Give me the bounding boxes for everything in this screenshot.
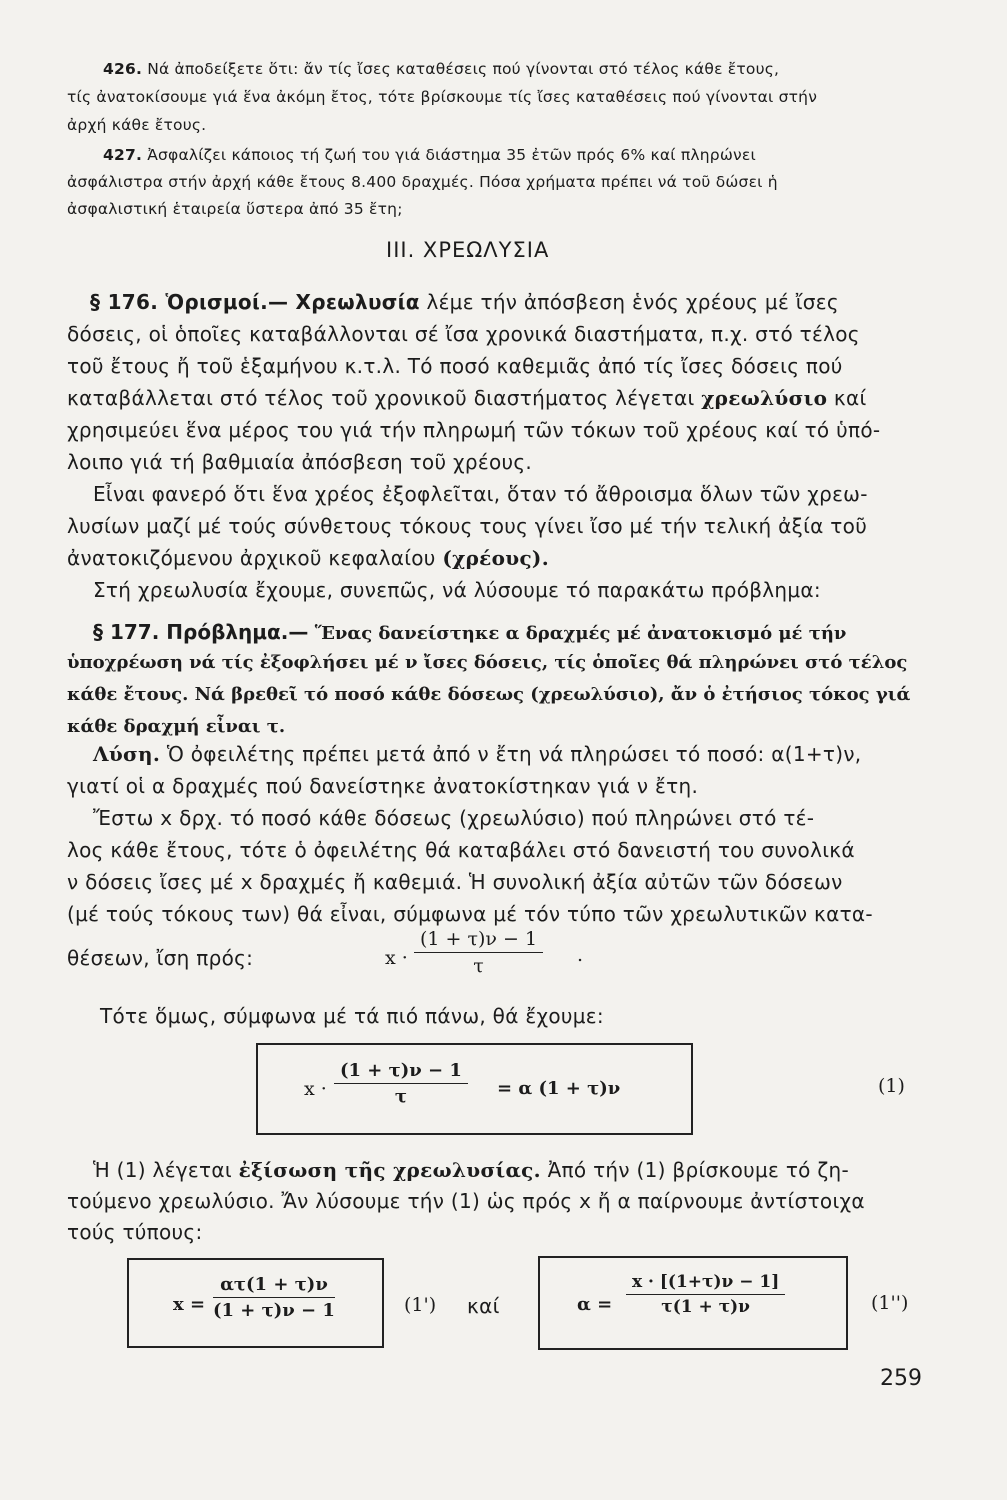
exercise-427-line-1: [103, 146, 756, 164]
s176-line-8: λυσίων μαζί μέ τούς σύνθετους τόκους τους γίνει ἴσο μέ τήν τελική ἀξία τοῦ: [67, 514, 868, 538]
s176-line-5: χρησιμεύει ἕνα μέρος του γιά τήν πληρωμή τῶν τόκων τοῦ χρέους καί τό ὑπό-: [67, 418, 881, 442]
inline-formula-numerator: (1 + τ)ν − 1: [414, 928, 543, 953]
exercise-426-line-1: [103, 60, 779, 78]
s176-line-1-text: λέμε τήν ἀπόσβεση ἑνός χρέους μέ ἴσες: [426, 290, 839, 314]
solution-line-11: τούς τύπους:: [67, 1220, 203, 1244]
inline-formula-prefix: x ·: [385, 947, 408, 969]
s177-line-1: [93, 620, 846, 644]
exercise-427-line-3: ἀσφαλιστική ἑταιρεία ὕστερα ἀπό 35 ἔτη;: [67, 200, 403, 218]
page-number: 259: [880, 1366, 922, 1391]
solution-line-1-text: Ὁ ὀφειλέτης πρέπει μετά ἀπό ν ἔτη νά πληρώσει τό ποσό: α(1+τ)ν,: [166, 742, 862, 766]
equation-1doubleprime-numerator: x · [(1+τ)ν − 1]: [626, 1272, 785, 1295]
solution-line-7: θέσεων, ἴση πρός:: [67, 946, 254, 970]
solution-line-9-a: Ἡ (1) λέγεται: [93, 1158, 232, 1182]
section-title: III. ΧΡΕΩΛΥΣΙΑ: [386, 238, 550, 262]
equation-1doubleprime-fraction: [626, 1272, 785, 1317]
solution-line-2: γιατί οἱ α δραχμές πού δανείστηκε ἀνατοκίστηκαν γιά ν ἔτη.: [67, 774, 699, 798]
s177-line-3: κάθε ἔτους. Νά βρεθεῖ τό ποσό κάθε δόσεως (χρεωλύσιο), ἄν ὁ ἐτήσιος τόκος γιά: [67, 684, 911, 705]
exercise-426-text-1: Νά ἀποδείξετε ὅτι: ἄν τίς ἴσες καταθέσεις πού γίνονται στό τέλος κάθε ἔτους,: [147, 60, 780, 78]
equation-1doubleprime-denominator: τ(1 + τ)ν: [661, 1297, 750, 1317]
s176-line-6: λοιπο γιά τή βαθμιαία ἀπόσβεση τοῦ χρέους.: [67, 450, 533, 474]
s176-line-3: τοῦ ἔτους ἤ τοῦ ἑξαμήνου κ.τ.λ. Τό ποσό καθεμιᾶς ἀπό τίς ἴσες δόσεις πού: [67, 354, 843, 378]
equation-1prime-denominator: (1 + τ)ν − 1: [213, 1300, 335, 1321]
exercise-426-line-2: τίς ἀνατοκίσουμε γιά ἕνα ἀκόμη ἔτος, τότε βρίσκουμε τίς ἴσες καταθέσεις πού γίνονται στήν: [67, 88, 818, 106]
s176-line-4-c: καί: [833, 386, 867, 410]
s177-line-1-text: Ἕνας δανείστηκε α δραχμές μέ ἀνατοκισμό μέ τήν: [314, 623, 847, 644]
s176-line-2: δόσεις, οἱ ὁποῖες καταβάλλονται σέ ἴσα χρονικά διαστήματα, π.χ. στό τέλος: [67, 322, 860, 346]
s177-heading: § 177. Πρόβλημα.—: [93, 620, 309, 644]
equation-1prime-fraction: [213, 1274, 335, 1321]
s176-line-7: Εἶναι φανερό ὅτι ἕνα χρέος ἐξοφλεῖται, ὅταν τό ἄθροισμα ὅλων τῶν χρεω-: [93, 482, 868, 506]
solution-line-3: Ἔστω x δρχ. τό ποσό κάθε δόσεως (χρεωλύσιο) πού πληρώνει στό τέ-: [93, 806, 815, 830]
s176-line-4-a: καταβάλλεται στό τέλος τοῦ χρονικοῦ διαστήματος λέγεται: [67, 386, 695, 410]
equation-1doubleprime-lhs: α =: [577, 1294, 613, 1315]
equation-1-prefix: x ·: [304, 1078, 327, 1100]
s176-line-4: [67, 386, 867, 410]
s176-line-10: Στή χρεωλυσία ἔχουμε, συνεπῶς, νά λύσουμε τό παρακάτω πρόβλημα:: [93, 578, 821, 602]
equation-1-rhs: = α (1 + τ)ν: [497, 1078, 621, 1099]
s176-line-1: [90, 290, 839, 314]
inline-formula-fraction: [414, 928, 543, 977]
s176-line-9-a: ἀνατοκιζόμενου ἀρχικοῦ κεφαλαίου: [67, 546, 436, 570]
solution-label: Λύση.: [93, 742, 161, 766]
equation-1doubleprime-label: (1''): [871, 1292, 909, 1314]
solution-line-8: Τότε ὅμως, σύμφωνα μέ τά πιό πάνω, θά ἔχουμε:: [100, 1004, 604, 1028]
equation-1-fraction: [334, 1060, 468, 1107]
and-word: καί: [467, 1294, 500, 1318]
equation-1prime-lhs: x =: [173, 1294, 206, 1315]
exercise-427-number: 427.: [103, 146, 143, 164]
s176-heading: § 176. Ὁρισμοί.— Χρεωλυσία: [90, 290, 420, 314]
inline-formula-dot: .: [577, 944, 584, 966]
s176-line-9: [67, 546, 549, 570]
term-equation-of-amortization: ἐξίσωση τῆς χρεωλυσίας.: [238, 1158, 541, 1182]
equation-1-label: (1): [878, 1075, 905, 1097]
s177-line-4: κάθε δραχμή εἶναι τ.: [67, 716, 286, 737]
equation-1prime-label: (1'): [404, 1294, 437, 1316]
solution-line-10: τούμενο χρεωλύσιο. Ἄν λύσουμε τήν (1) ὡς πρός x ἤ α παίρνουμε ἀντίστοιχα: [67, 1189, 865, 1213]
exercise-427-line-2: ἀσφάλιστρα στήν ἀρχή κάθε ἔτους 8.400 δραχμές. Πόσα χρήματα πρέπει νά τοῦ δώσει ἡ: [67, 173, 778, 191]
exercise-427-text-1: Ἀσφαλίζει κάποιος τή ζωή του γιά διάστημα 35 ἐτῶν πρός 6% καί πληρώνει: [147, 146, 756, 164]
s176-line-9-b: (χρέους).: [442, 546, 549, 570]
solution-line-4: λος κάθε ἔτους, τότε ὁ ὀφειλέτης θά καταβάλει στό δανειστή του συνολικά: [67, 838, 855, 862]
equation-1-denominator: τ: [394, 1086, 408, 1107]
solution-line-1: [93, 742, 861, 766]
solution-line-6: (μέ τούς τόκους των) θά εἶναι, σύμφωνα μέ τόν τύπο τῶν χρεωλυτικῶν κατα-: [67, 902, 873, 926]
exercise-426-line-3: ἀρχή κάθε ἔτους.: [67, 116, 207, 134]
solution-line-9: [93, 1158, 849, 1182]
solution-line-5: ν δόσεις ἴσες μέ x δραχμές ἤ καθεμιά. Ἡ συνολική ἀξία αὐτῶν τῶν δόσεων: [67, 870, 843, 894]
s177-line-2: ὑποχρέωση νά τίς ἐξοφλήσει μέ ν ἴσες δόσεις, τίς ὁποῖες θά πληρώνει στό τέλος: [67, 652, 908, 673]
equation-1-numerator: (1 + τ)ν − 1: [334, 1060, 468, 1084]
inline-formula-denominator: τ: [473, 955, 484, 977]
term-xreolysio: χρεωλύσιο: [701, 386, 828, 410]
solution-line-9-c: Ἀπό τήν (1) βρίσκουμε τό ζη-: [547, 1158, 850, 1182]
equation-1prime-numerator: ατ(1 + τ)ν: [213, 1274, 335, 1298]
exercise-426-number: 426.: [103, 60, 143, 78]
